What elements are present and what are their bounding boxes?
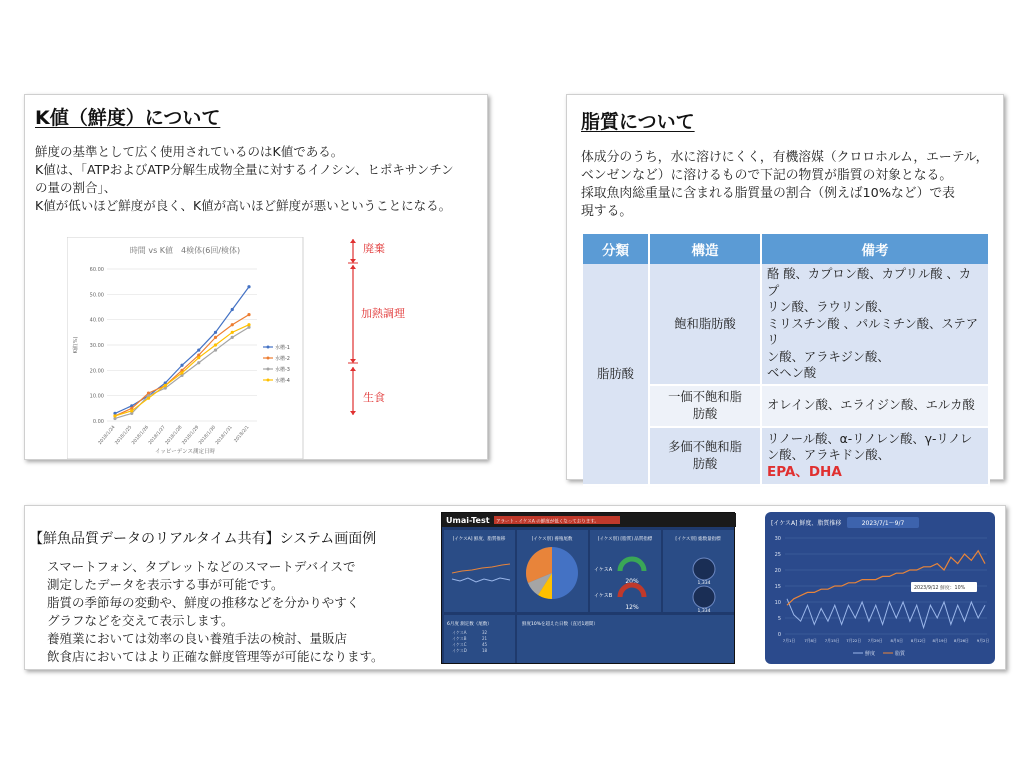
table-title: 6月度 測定数（尾数）	[447, 622, 492, 627]
data-point	[180, 371, 183, 374]
trend-x-tick: 7月1日	[782, 638, 796, 643]
trend-y-tick: 5	[777, 616, 781, 622]
lipid-line: 体成分のうち，水に溶けにくく，有機溶媒（クロロホルム，エーテル，	[581, 150, 989, 165]
panel-title: [イケス別] [脂質] 品質指標	[597, 537, 653, 542]
data-point	[214, 331, 217, 334]
data-point	[214, 348, 217, 351]
note-cell	[761, 385, 989, 427]
system-body	[47, 558, 384, 666]
counter-value: 1,334	[697, 581, 711, 586]
data-point	[197, 348, 200, 351]
system-line: スマートフォン、タブレットなどのスマートデバイスで	[47, 559, 356, 574]
data-point	[214, 343, 217, 346]
k-value-chart	[67, 237, 481, 459]
table-cell: イケスC	[452, 642, 467, 647]
structure-cell	[649, 427, 761, 485]
y-tick-label: 10.00	[89, 393, 104, 400]
highlight-epa-dha: EPA、DHA	[767, 463, 842, 480]
trend-y-tick: 0	[777, 632, 781, 638]
data-point	[147, 397, 150, 400]
structure-line: 一価不飽和脂	[668, 390, 742, 404]
table-header: 構造	[649, 234, 761, 264]
dashboard-app-name: Umai-Test	[446, 516, 490, 525]
table-cell: 32	[482, 630, 488, 635]
x-tick-label: 2018/1/30	[198, 425, 218, 446]
dashboard-screenshot	[441, 512, 735, 664]
trend-y-tick: 30	[774, 536, 781, 542]
note-cell	[761, 427, 989, 485]
table-header: 分類	[583, 234, 649, 264]
y-axis-label: K値(%)	[73, 336, 79, 354]
data-point	[214, 336, 217, 339]
trend-x-tick: 7月22日	[846, 638, 862, 643]
gauge-label: イケスB	[594, 593, 613, 599]
counter-dial	[693, 558, 715, 580]
lipid-line: 採取魚肉総重量に含まれる脂質量の割合（例えば10%など）で表	[581, 186, 955, 201]
arrow-head	[350, 359, 356, 363]
data-point	[247, 285, 250, 288]
trend-y-tick: 20	[774, 568, 781, 574]
trend-y-tick: 25	[774, 552, 781, 558]
note-line: ベヘン酸	[767, 366, 817, 380]
category-cell: 脂肪酸	[583, 264, 649, 485]
x-tick-label: 2018/1/26	[131, 425, 151, 446]
structure-cell: 飽和脂肪酸	[649, 264, 761, 385]
data-point	[197, 356, 200, 359]
system-line: 測定したデータを表示する事が可能です。	[47, 577, 284, 592]
trend-x-tick: 7月15日	[824, 638, 840, 643]
k-value-line: 鮮度の基準として広く使用されているのはK値である。	[35, 144, 344, 159]
note-line: リノール酸、α-リノレン酸、γ-リノレ	[767, 431, 973, 446]
table-cell: 45	[482, 642, 488, 647]
annotation-namashoku: 生食	[363, 391, 385, 404]
system-line: 飲食店においてはより正確な鮮度管理等が可能になります。	[47, 649, 384, 664]
k-value-line: の量の割合」、	[35, 180, 117, 195]
trend-range: 2023/7/1～9/7	[861, 520, 905, 527]
k-value-line: K値は、「ATPおよびATP分解生成物全量に対するイノシン、ヒポキサンチン	[35, 162, 454, 177]
arrow-head	[350, 259, 356, 263]
x-tick-label: 2018/1/24	[97, 425, 117, 446]
x-tick-label: 2018/1/28	[164, 425, 184, 446]
x-tick-label: 2018/1/31	[215, 425, 234, 446]
note-line: ン酸、アラキジン酸、	[767, 349, 890, 364]
trend-x-tick: 9月2日	[976, 638, 990, 643]
trend-y-tick: 15	[774, 584, 781, 590]
arrow-head	[350, 265, 356, 269]
note-line: ン酸、アラキドン酸、	[767, 448, 890, 463]
legend-label: 脂質	[895, 651, 906, 657]
legend-marker	[267, 357, 270, 360]
trend-tooltip: 2023/9/12 鮮度：10%	[914, 586, 966, 591]
k-value-line: K値が低いほど鮮度が良く、K値が高いほど鮮度が悪いということになる。	[35, 198, 452, 213]
lipid-card	[566, 94, 1004, 480]
dashboard-alert: アラート - イケスA の鮮度が低くなっております。	[496, 519, 599, 525]
legend-marker	[267, 379, 270, 382]
trend-x-tick: 8月12日	[910, 638, 926, 643]
y-tick-label: 60.00	[89, 267, 104, 273]
data-point	[130, 409, 133, 412]
legend-marker	[267, 368, 270, 371]
y-tick-label: 50.00	[89, 292, 104, 299]
trend-fresh-line	[787, 599, 985, 628]
note-line: ミリスチン酸 、パルミチン酸、ステアリ	[767, 316, 978, 347]
k-value-body	[35, 143, 454, 215]
x-tick-label: 2018/1/25	[114, 425, 134, 446]
trend-x-tick: 8月26日	[954, 638, 969, 643]
arrow-head	[350, 239, 356, 243]
bottom-title: 鮮度10%を超えた日数（直近1週間）	[522, 622, 598, 627]
table-cell: イケスD	[452, 648, 467, 653]
system-title: 【鮮魚品質データのリアルタイム共有】システム画面例	[29, 531, 377, 547]
trend-chart	[765, 512, 995, 664]
note-line: オレイン酸、エライジン酸、エルカ酸	[767, 398, 975, 413]
data-point	[231, 331, 234, 334]
x-tick-label: 2018/2/1	[233, 425, 251, 444]
dashboard-svg	[442, 513, 736, 665]
arrow-head	[350, 367, 356, 371]
dashboard-panel	[444, 530, 515, 612]
trend-x-tick: 8月5日	[890, 638, 903, 643]
y-tick-label: 40.00	[89, 317, 104, 324]
panel-title: [イケス別] 養殖尾数	[531, 537, 573, 542]
trend-title: [イケスA] 鮮度、脂質推移	[771, 520, 842, 527]
trend-x-tick: 8月19日	[932, 638, 948, 643]
system-card	[24, 505, 1006, 670]
data-point	[247, 313, 250, 316]
data-point	[231, 323, 234, 326]
structure-cell	[649, 385, 761, 427]
system-line: 養殖業においては効率の良い養殖手法の検討、量販店	[47, 631, 348, 646]
panel-title: [イケスA] 鮮度、脂質推移	[452, 537, 506, 542]
system-line: グラフなどを交えて表示します。	[47, 613, 234, 628]
chart-title: 時間 vs K値 4検体(6回/検体)	[129, 246, 241, 255]
data-point	[197, 361, 200, 364]
legend-marker	[267, 346, 270, 349]
note-cell	[761, 264, 989, 385]
legend-label: 鮮度	[865, 651, 876, 657]
lipid-line: ベンゼンなど）に溶けるもので下記の物質が脂質の対象となる。	[581, 168, 953, 183]
legend-label: 水槽-3	[275, 367, 290, 373]
k-value-card	[24, 94, 488, 460]
data-point	[231, 336, 234, 339]
note-line: 酪 酸、カプロン酸、カプリル酸 、カプ	[767, 267, 972, 298]
x-tick-label: 2018/1/27	[148, 425, 167, 446]
trend-y-tick: 10	[774, 600, 781, 606]
y-tick-label: 30.00	[89, 343, 104, 349]
gauge-value: 12%	[625, 604, 639, 611]
gauge-value: 20%	[625, 578, 639, 585]
note-line: リン酸、ラウリン酸、	[767, 300, 890, 314]
table-cell: イケスB	[452, 636, 467, 641]
data-point	[164, 384, 167, 387]
legend-label: 水槽-1	[275, 345, 290, 351]
data-point	[247, 323, 250, 326]
lipid-line: 現する。	[581, 204, 633, 219]
trend-lipid-line	[787, 551, 985, 605]
annotation-kanetsu: 加熱調理	[361, 307, 405, 320]
y-tick-label: 20.00	[89, 368, 104, 375]
legend-label: 水槽-4	[275, 378, 290, 384]
data-point	[231, 308, 234, 311]
table-cell: 18	[482, 648, 488, 653]
arrow-head	[350, 411, 356, 415]
table-cell: イケスA	[452, 630, 467, 635]
k-value-title: K値（鮮度）について	[35, 107, 221, 129]
table-cell: 21	[482, 636, 488, 641]
lipid-title: 脂質について	[581, 111, 695, 133]
y-tick-label: 0.00	[92, 419, 104, 425]
lipid-body	[581, 149, 988, 221]
structure-line: 肪酸	[692, 456, 718, 471]
panel-title: [イケス別] 総数量指標	[675, 537, 721, 542]
table-header: 備考	[761, 234, 989, 264]
trend-x-tick: 7月29日	[867, 638, 883, 643]
gauge-label: イケスA	[594, 567, 613, 573]
structure-line: 肪酸	[692, 406, 718, 421]
data-point	[113, 414, 116, 417]
trend-screenshot	[765, 512, 995, 664]
trend-x-tick: 7月8日	[804, 638, 817, 643]
data-point	[180, 364, 183, 367]
counter-dial	[693, 586, 715, 608]
system-line: 脂質の季節毎の変動や、鮮度の推移などを分かりやすく	[47, 595, 360, 610]
structure-line: 多価不飽和脂	[668, 440, 742, 454]
legend-label: 水槽-2	[275, 356, 290, 362]
counter-value: 1,334	[697, 609, 711, 614]
annotation-haiki: 廃棄	[363, 242, 385, 255]
x-axis-label: イッピーデンス測定日時	[155, 449, 215, 455]
x-tick-label: 2018/1/29	[181, 425, 201, 446]
lipid-table	[583, 234, 990, 486]
